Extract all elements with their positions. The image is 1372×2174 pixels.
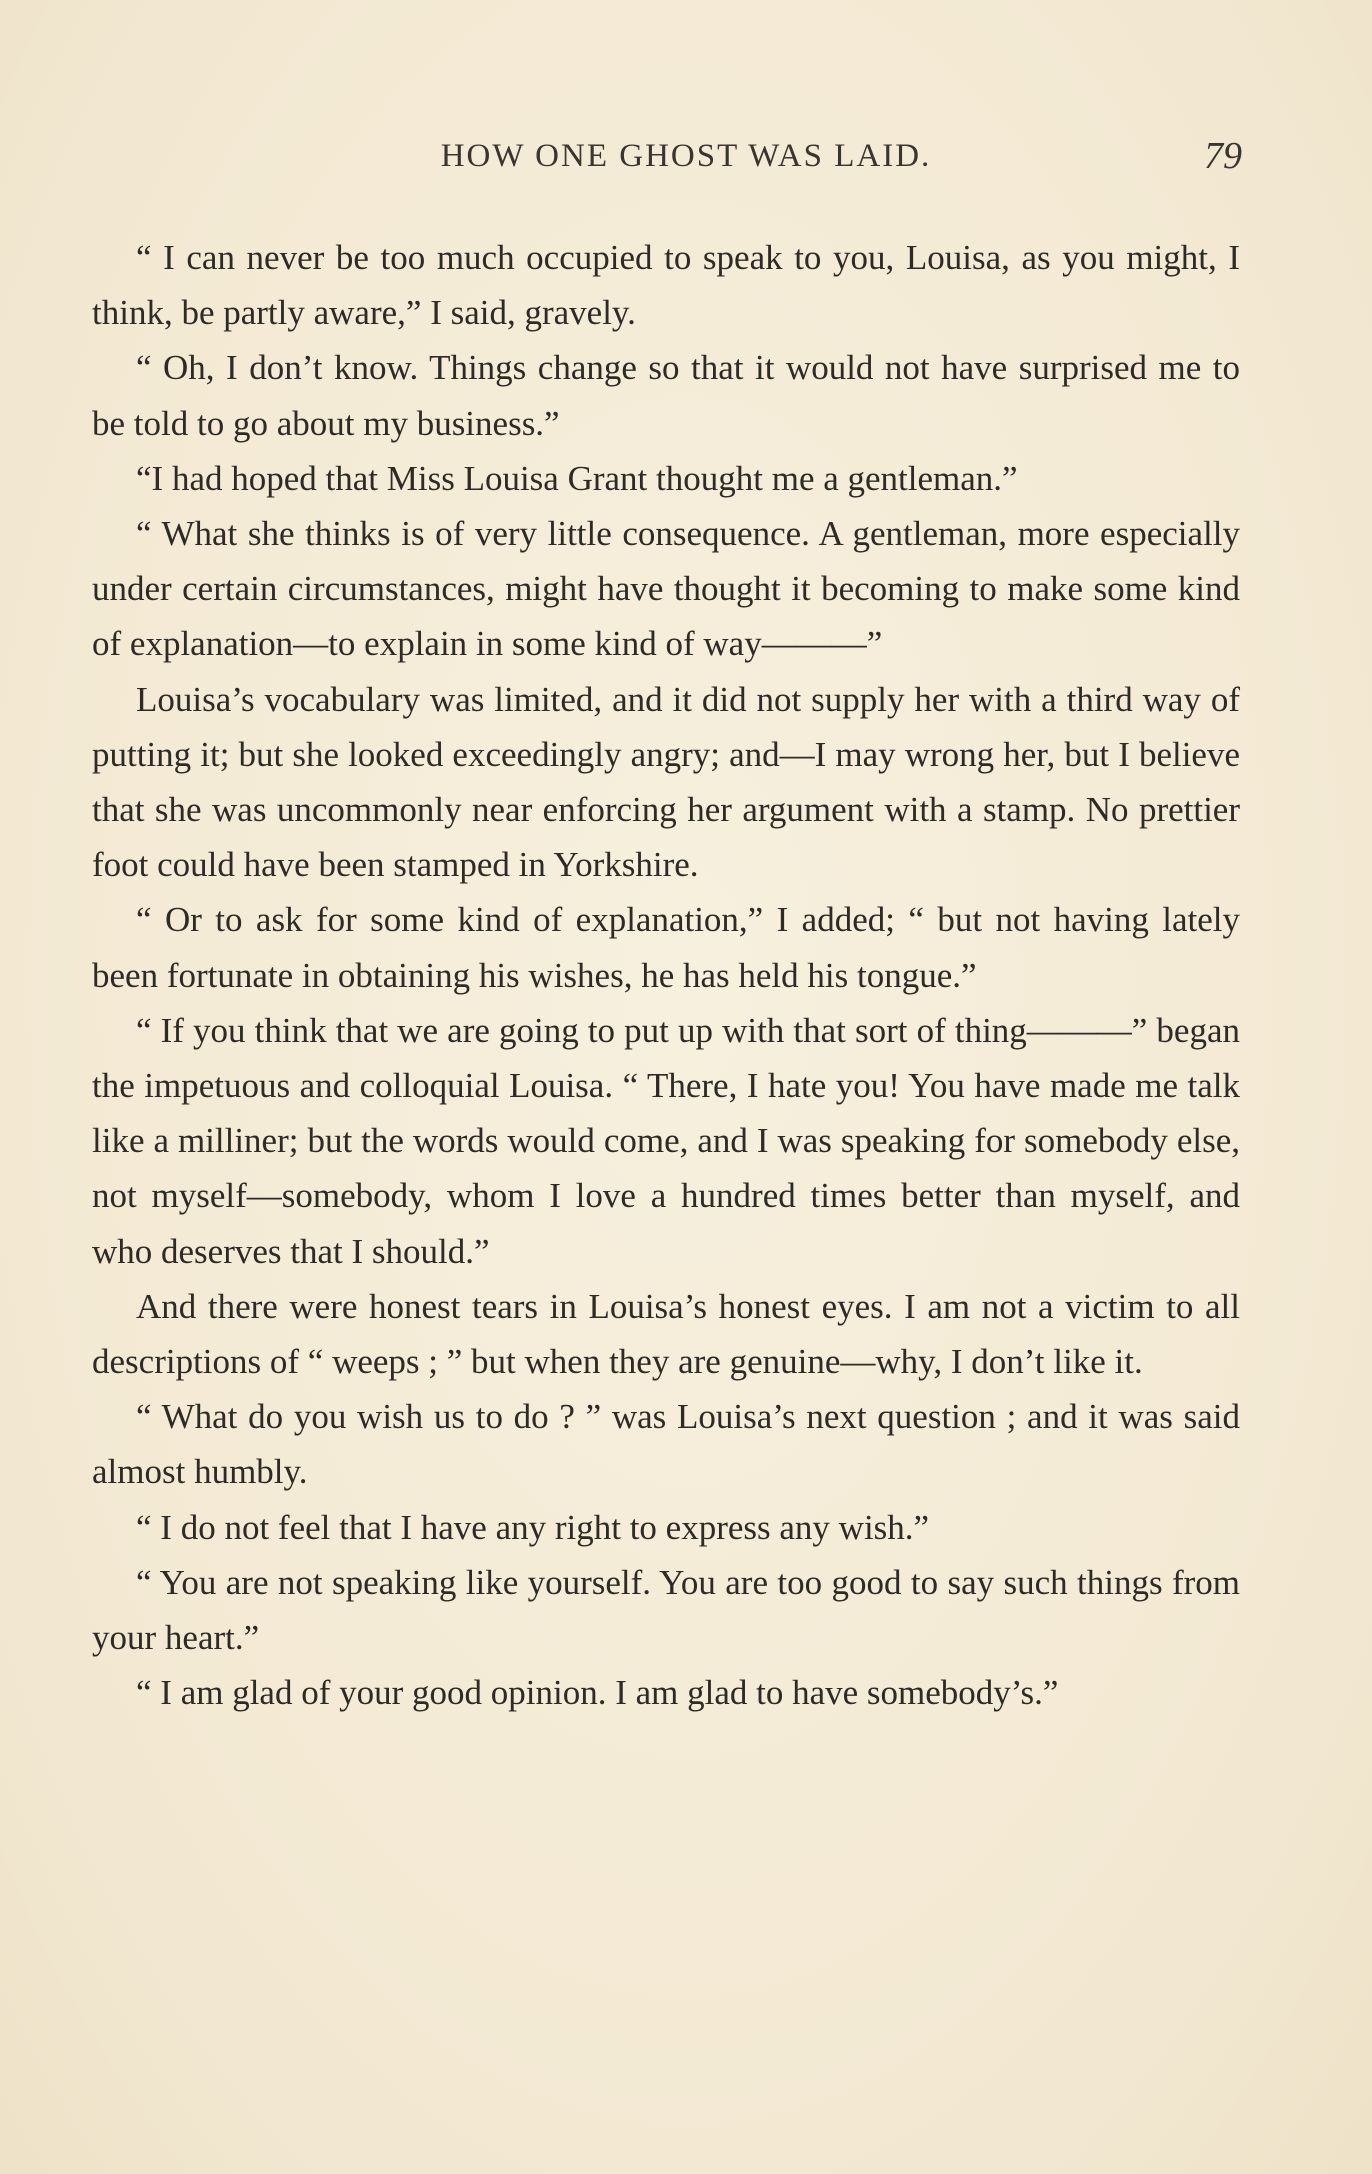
body-text <box>92 230 1240 1720</box>
paragraph: And there were honest tears in Louisa’s honest eyes. I am not a victim to all descriptions of “ weeps ; ” but when they are genuine—why, I don’t like it. <box>92 1286 1240 1382</box>
paragraph: “ What she thinks is of very little consequence. A gentleman, more especially under certain circumstances, might have thought it becoming to make some kind of explanation—to explain in some kind of way———” <box>92 514 1240 664</box>
running-head <box>0 134 1372 184</box>
paragraph: Louisa’s vocabulary was limited, and it did not supply her with a third way of putting it; but she looked exceedingly angry; and—I may wrong her, but I believe that she was uncommonly near enforcing her argument with a stamp. No prettier foot could have been stamped in Yorkshire. <box>92 679 1240 885</box>
paragraph: “ I can never be too much occupied to speak to you, Louisa, as you might, I think, be partly aware,” I said, gravely. <box>92 238 1240 333</box>
paragraph: “ What do you wish us to do ? ” was Louisa’s next question ; and it was said almost humbly. <box>92 1397 1240 1492</box>
paragraph: “ I am glad of your good opinion. I am glad to have somebody’s.” <box>136 1673 1059 1713</box>
paragraph: “ Or to ask for some kind of explanation,” I added; “ but not having lately been fortunate in obtaining his wishes, he has held his tongue.” <box>92 900 1240 995</box>
paragraph: “ You are not speaking like yourself. You are too good to say such things from your heart.” <box>92 1562 1240 1658</box>
paragraph: “I had hoped that Miss Louisa Grant thought me a gentleman.” <box>136 458 1018 498</box>
paragraph: “ If you think that we are going to put up with that sort of thing———” began the impetuous and colloquial Louisa. “ There, I hate you! You have made me talk like a milliner; but the words would come, and I was speaking for somebody else, not myself—somebody, whom I love a hundred times better than myself, and who deserves that I should.” <box>92 1010 1240 1271</box>
paragraph: “ I do not feel that I have any right to express any wish.” <box>136 1507 930 1547</box>
page-number: 79 <box>1204 135 1242 177</box>
paragraph: “ Oh, I don’t know. Things change so that it would not have surprised me to be told to go about my business.” <box>92 348 1240 443</box>
running-title: HOW ONE GHOST WAS LAID. <box>440 138 932 174</box>
